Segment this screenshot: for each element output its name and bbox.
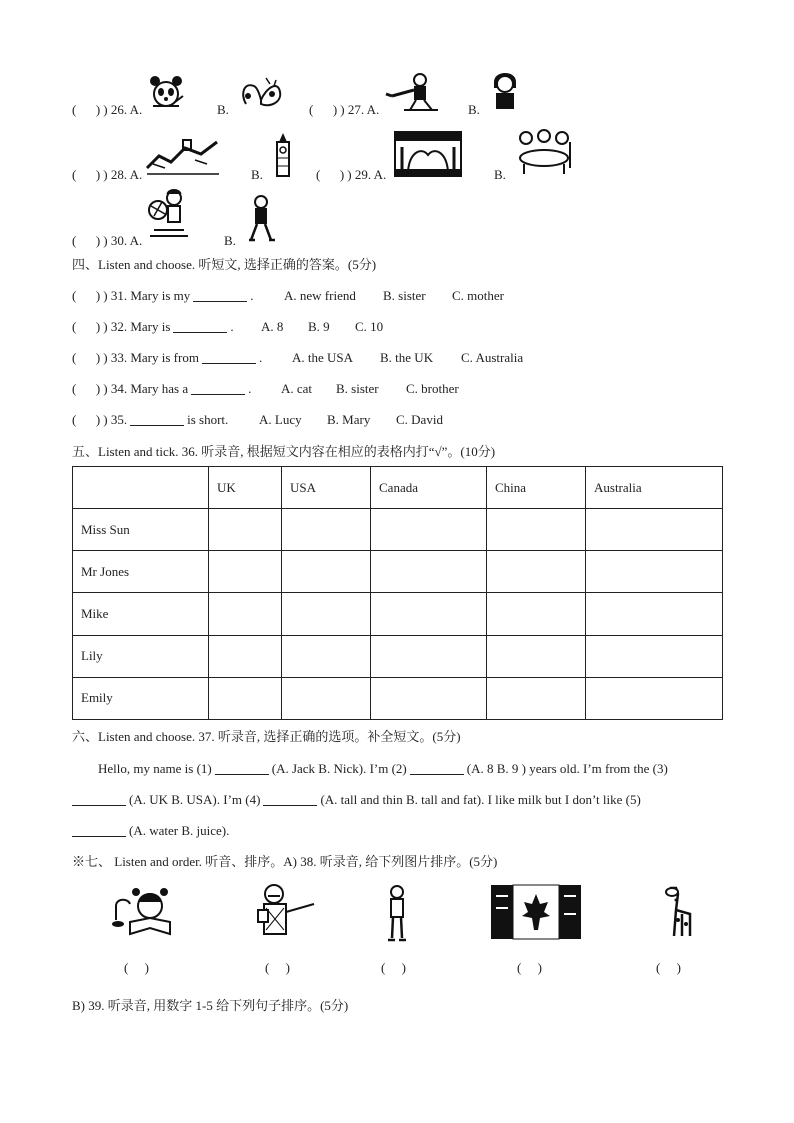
option-b: B. 9 [308, 319, 330, 334]
giraffe-picture [656, 884, 696, 940]
tick-cell[interactable] [586, 635, 723, 677]
option-b: B. sister [336, 381, 379, 396]
tick-cell[interactable] [282, 677, 371, 719]
table-header-row [73, 467, 723, 509]
option-a: A. Lucy [259, 412, 302, 427]
table-row [73, 635, 723, 677]
row-header: Miss Sun [73, 509, 209, 551]
option-c: C. Australia [461, 350, 524, 365]
girl-reading-picture [112, 884, 176, 938]
question-31: ( ) ) 31. Mary is my . A. new friend B. sister C. mother [72, 287, 254, 305]
section-7-title: ※七、 Listen and order. 听音、排序。A) 38. 听录音, 给下列图片排序。(5分) [72, 854, 498, 869]
option-b-label: B. [468, 102, 480, 117]
row-header: Mike [73, 593, 209, 635]
question-26 [72, 101, 142, 119]
answer-bracket[interactable] [309, 101, 337, 119]
tick-cell[interactable] [209, 551, 282, 593]
panda-picture [145, 72, 187, 112]
answer-blank[interactable] [215, 762, 269, 775]
tick-cell[interactable] [282, 593, 371, 635]
tick-cell[interactable] [209, 677, 282, 719]
order-bracket[interactable]: ( ) [124, 960, 149, 975]
walking-boy-picture [245, 194, 277, 244]
question-29 [316, 166, 386, 184]
option-a: A. 8 [261, 319, 284, 334]
tick-cell[interactable] [371, 677, 487, 719]
table-corner-cell [73, 467, 209, 509]
order-bracket[interactable]: ( ) [656, 960, 681, 975]
girl-picture [488, 68, 522, 112]
answer-bracket[interactable] [72, 411, 100, 429]
question-28 [72, 166, 142, 184]
answer-blank[interactable] [410, 762, 464, 775]
big-ben-picture [272, 132, 294, 178]
section-4-title: 四、Listen and choose. 听短文, 选择正确的答案。(5分) [72, 257, 377, 272]
tick-cell[interactable] [371, 593, 487, 635]
answer-blank[interactable] [191, 382, 245, 395]
option-a: A. new friend [284, 288, 356, 303]
tick-cell[interactable] [282, 509, 371, 551]
table-row [73, 551, 723, 593]
row-header: Mr Jones [73, 551, 209, 593]
option-c: C. brother [406, 381, 459, 396]
option-b: B. the UK [380, 350, 434, 365]
column-header: Canada [371, 467, 487, 509]
teacher-picture [252, 882, 318, 940]
question-number: ) 27. A. [340, 102, 380, 117]
question-33: ( ) ) 33. Mary is from . A. the USA B. the UK C. Australia [72, 349, 262, 367]
question-27 [309, 101, 379, 119]
question-30 [72, 232, 142, 250]
table-row [73, 593, 723, 635]
option-b: B. sister [383, 288, 426, 303]
column-header: UK [209, 467, 282, 509]
answer-blank[interactable] [72, 793, 126, 806]
opera-house-picture [394, 131, 462, 177]
option-b-label: B. [494, 167, 506, 182]
tick-cell[interactable] [487, 509, 586, 551]
table-row [73, 509, 723, 551]
question-35: ( ) ) 35. is short. A. Lucy B. Mary C. David [72, 411, 228, 429]
option-b-label: B. [217, 102, 229, 117]
order-bracket[interactable]: ( ) [381, 960, 406, 975]
row-header: Lily [73, 635, 209, 677]
question-number: ) 26. A. [103, 102, 143, 117]
answer-blank[interactable] [72, 824, 126, 837]
option-c: C. 10 [355, 319, 384, 334]
question-number: ) 29. A. [347, 167, 387, 182]
answer-bracket[interactable] [72, 318, 100, 336]
girl-with-globe-picture [146, 186, 192, 244]
option-b-label: B. [224, 233, 236, 248]
option-a: A. cat [281, 381, 313, 396]
column-header: China [487, 467, 586, 509]
tick-cell[interactable] [487, 593, 586, 635]
tick-cell[interactable] [487, 677, 586, 719]
tick-cell[interactable] [586, 509, 723, 551]
table-row [73, 677, 723, 719]
section-7-part-b: B) 39. 听录音, 用数字 1-5 给下列句子排序。(5分) [72, 998, 349, 1013]
answer-bracket[interactable] [72, 166, 100, 184]
tick-cell[interactable] [371, 509, 487, 551]
tick-cell[interactable] [282, 551, 371, 593]
family-dinner-picture [514, 128, 576, 176]
answer-blank[interactable] [130, 413, 184, 426]
tick-cell[interactable] [487, 551, 586, 593]
tick-cell[interactable] [586, 677, 723, 719]
order-bracket[interactable]: ( ) [265, 960, 290, 975]
section-5-title: 五、Listen and tick. 36. 听录音, 根据短文内容在相应的表格内打“√”。(10分) [72, 444, 496, 459]
row-header: Emily [73, 677, 209, 719]
answer-blank[interactable] [202, 351, 256, 364]
tick-cell[interactable] [371, 635, 487, 677]
option-c: C. David [396, 412, 443, 427]
tick-table [72, 466, 723, 720]
question-number: ) 30. A. [103, 233, 143, 248]
tick-cell[interactable] [487, 635, 586, 677]
answer-bracket[interactable] [72, 287, 100, 305]
option-c: C. mother [452, 288, 504, 303]
answer-bracket[interactable] [72, 380, 100, 398]
tick-cell[interactable] [586, 551, 723, 593]
canada-flag-picture [490, 884, 582, 940]
answer-bracket[interactable] [72, 349, 100, 367]
answer-blank[interactable] [173, 320, 227, 333]
boy-pointing-picture [384, 70, 440, 112]
section-6-title: 六、Listen and choose. 37. 听录音, 选择正确的选项。补全短文。(5分) [72, 729, 461, 744]
answer-bracket[interactable] [316, 166, 344, 184]
order-bracket[interactable]: ( ) [517, 960, 542, 975]
answer-blank[interactable] [193, 289, 247, 302]
question-32: ( ) ) 32. Mary is . A. 8 B. 9 C. 10 [72, 318, 234, 336]
tick-cell[interactable] [371, 551, 487, 593]
tick-cell[interactable] [209, 593, 282, 635]
option-b: B. Mary [327, 412, 371, 427]
tick-cell[interactable] [209, 509, 282, 551]
column-header: Australia [586, 467, 723, 509]
cloze-passage: Hello, my name is (1) (A. Jack B. Nick). I’m (2) (A. 8 B. 9 ) years old. I’m from the (3) (A. UK B. USA). I’m (4) (A. tall and thin B. tall and fat). I like milk but I don’t like (5) (A. water B. juice). [72, 753, 722, 846]
great-wall-picture [145, 134, 221, 176]
column-header: USA [282, 467, 371, 509]
butterfly-picture [236, 74, 286, 114]
tick-cell[interactable] [282, 635, 371, 677]
option-b-label: B. [251, 167, 263, 182]
tick-cell[interactable] [586, 593, 723, 635]
question-34: ( ) ) 34. Mary has a . A. cat B. sister C. brother [72, 380, 251, 398]
answer-blank[interactable] [263, 793, 317, 806]
answer-bracket[interactable] [72, 101, 100, 119]
answer-bracket[interactable] [72, 232, 100, 250]
question-number: ) 28. A. [103, 167, 143, 182]
tick-cell[interactable] [209, 635, 282, 677]
boy-standing-picture [384, 884, 410, 942]
option-a: A. the USA [292, 350, 354, 365]
